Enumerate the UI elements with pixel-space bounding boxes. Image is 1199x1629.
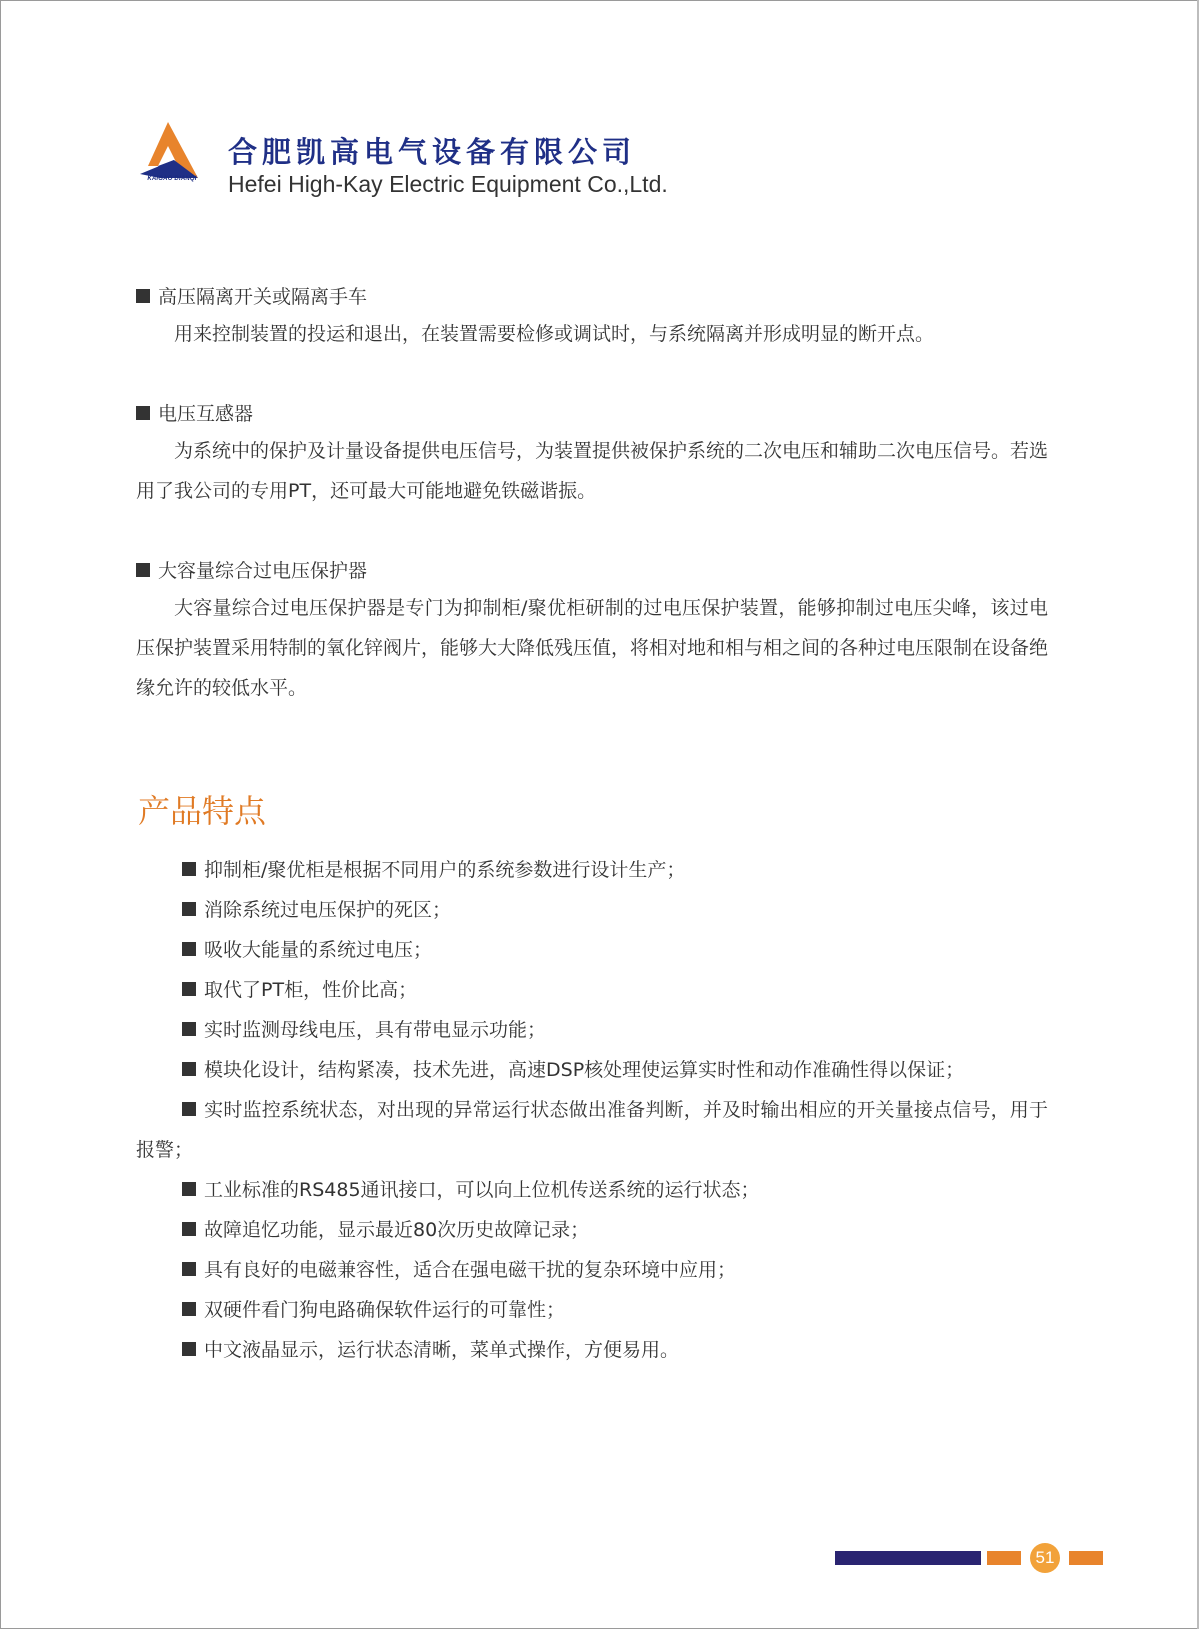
company-name-en: Hefei High-Kay Electric Equipment Co.,Ltd. [228,171,668,197]
section-title: 高压隔离开关或隔离手车 [158,286,368,308]
list-item: 吸收大能量的系统过电压； [136,930,1048,970]
section-title: 大容量综合过电压保护器 [158,560,368,582]
list-item: 抑制柜/聚优柜是根据不同用户的系统参数进行设计生产； [136,850,1048,890]
company-header [140,112,760,202]
square-bullet-icon [182,1022,196,1036]
square-bullet-icon [182,1102,196,1116]
logo-caption: KAIGAO DIANQI [147,176,197,182]
section-text-isolator: 用来控制装置的投运和退出，在装置需要检修或调试时，与系统隔离并形成明显的断开点。 [174,323,935,345]
section-title: 电压互感器 [158,403,254,425]
square-bullet-icon [182,982,196,996]
square-bullet-icon [182,1302,196,1316]
square-bullet-icon [182,1262,196,1276]
square-bullet-icon [182,1342,196,1356]
features-title: 产品特点 [138,792,267,830]
square-bullet-icon [136,563,150,577]
list-item: 模块化设计，结构紧凑，技术先进，高速DSP核处理使运算实时性和动作准确性得以保证； [136,1050,1048,1090]
square-bullet-icon [182,942,196,956]
square-bullet-icon [182,1222,196,1236]
square-bullet-icon [182,862,196,876]
page-number-badge: 51 [1030,1543,1060,1573]
features-list [136,850,1048,1370]
list-item: 双硬件看门狗电路确保软件运行的可靠性； [136,1290,1048,1330]
section-text-surge-protector: 大容量综合过电压保护器是专门为抑制柜/聚优柜研制的过电压保护装置，能够抑制过电压尖峰，该过电压保护装置采用特制的氧化锌阀片，能够大大降低残压值，将相对地和相与相之间的各种过电压限制在设备绝缘允许的较低水平。 [136,597,1049,699]
square-bullet-icon [182,1062,196,1076]
list-item: 工业标准的RS485通讯接口，可以向上位机传送系统的运行状态； [136,1170,1048,1210]
list-item: 具有良好的电磁兼容性，适合在强电磁干扰的复杂环境中应用； [136,1250,1048,1290]
list-item: 故障追忆功能，显示最近80次历史故障记录； [136,1210,1048,1250]
list-item: 实时监控系统状态，对出现的异常运行状态做出准备判断，并及时输出相应的开关量接点信号，用于报警； [136,1099,1048,1161]
square-bullet-icon [182,902,196,916]
square-bullet-icon [136,406,150,420]
section-heading-isolator [136,282,367,309]
page-footer [0,1542,1199,1572]
footer-navy-bar [835,1551,981,1565]
company-name-cn: 合肥凯高电气设备有限公司 [228,135,637,169]
square-bullet-icon [182,1182,196,1196]
square-bullet-icon [136,289,150,303]
section-text-vt: 为系统中的保护及计量设备提供电压信号，为装置提供被保护系统的二次电压和辅助二次电压信号。若选用了我公司的专用PT，还可最大可能地避免铁磁谐振。 [136,440,1049,502]
list-item: 消除系统过电压保护的死区； [136,890,1048,930]
list-item: 取代了PT柜，性价比高； [136,970,1048,1010]
footer-orange-bar-left [987,1551,1021,1565]
footer-orange-bar-right [1069,1551,1103,1565]
list-item: 中文液晶显示，运行状态清晰，菜单式操作，方便易用。 [136,1330,1048,1370]
section-heading-surge-protector [136,556,367,583]
triangle-a-logo-icon [140,116,204,196]
list-item: 实时监测母线电压，具有带电显示功能； [136,1010,1048,1050]
section-heading-vt [136,399,253,426]
